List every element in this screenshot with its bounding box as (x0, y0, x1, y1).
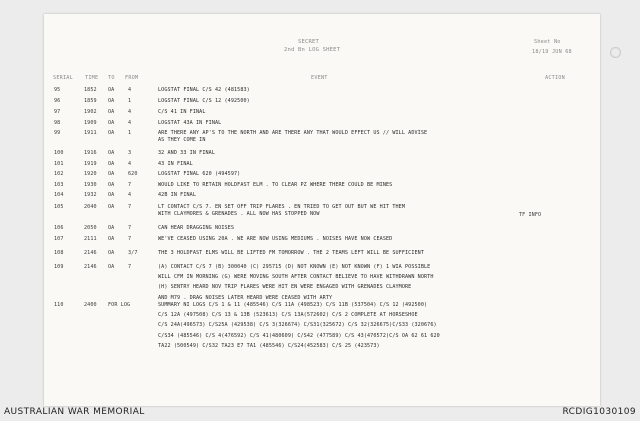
event-line: C/S 41 IN FINAL (158, 109, 206, 115)
col-to-header: TO (108, 75, 115, 81)
serial-cell: 106 (54, 225, 64, 231)
serial-cell: 99 (54, 130, 61, 136)
time-cell: 2400 (84, 302, 97, 308)
to-cell: OA (108, 130, 115, 136)
from-cell: 620 (128, 171, 138, 177)
from-cell: 3/7 (128, 250, 138, 256)
footer-archive-name: AUSTRALIAN WAR MEMORIAL (4, 407, 145, 417)
from-cell: 7 (128, 264, 132, 270)
from-cell: 4 (128, 120, 132, 126)
time-cell: 1911 (84, 130, 97, 136)
event-line: LOGSTAT FINAL C/S 12 (492500) (158, 98, 250, 104)
from-cell: 1 (128, 98, 132, 104)
time-cell: 2040 (84, 204, 97, 210)
event-line: AS THEY COME IN (158, 137, 206, 143)
serial-cell: 107 (54, 236, 64, 242)
event-line: THE 3 HOLDFAST ELMS WILL BE LIFTED FM TOMORROW . THE 2 TEAMS LEFT WILL BE SUFFICIENT (158, 250, 425, 256)
to-cell: OA (108, 109, 115, 115)
to-cell: OA (108, 98, 115, 104)
from-cell: 7 (128, 204, 132, 210)
col-from-header: FROM (125, 75, 139, 81)
serial-cell: 105 (54, 204, 64, 210)
to-cell: OA (108, 87, 115, 93)
log-sheet-page (44, 14, 600, 406)
to-cell: OA (108, 236, 115, 242)
event-line: AND M79 . DRAG NOISES LATER HEARD WERE CEASED WITH ARTY (158, 294, 333, 301)
to-cell: OA (108, 204, 115, 210)
serial-cell: 104 (54, 192, 64, 198)
col-action-header: ACTION (545, 75, 565, 81)
time-cell: 2146 (84, 250, 97, 256)
time-cell: 1916 (84, 150, 97, 156)
serial-cell: 110 (54, 302, 64, 308)
serial-cell: 103 (54, 182, 64, 188)
time-cell: 1902 (84, 109, 97, 115)
to-cell: OA (108, 150, 115, 156)
event-line: CAN HEAR DRAGGING NOISES (158, 225, 235, 231)
punch-hole (610, 47, 621, 58)
event-line: 32 AND 33 IN FINAL (158, 150, 216, 156)
time-cell: 1909 (84, 120, 97, 126)
serial-cell: 109 (54, 264, 64, 270)
to-cell: FOR LOG (108, 302, 131, 308)
time-cell: 2111 (84, 236, 97, 242)
event-line: WE'VE CEASED USING 20A . WE ARE NOW USING MEDIUMS . NOISES HAVE NOW CEASED (158, 236, 393, 242)
time-cell: 2146 (84, 264, 97, 270)
serial-cell: 102 (54, 171, 64, 177)
event-line: ARE THERE ANY AP'S TO THE NORTH AND ARE THERE ANY THAT WOULD EFFECT US // WILL ADVISE (158, 130, 428, 136)
classification-label: SECRET (298, 39, 320, 45)
from-cell: 4 (128, 161, 132, 167)
to-cell: OA (108, 250, 115, 256)
serial-cell: 108 (54, 250, 64, 256)
event-line: C/S 24A(496573) C/S25A (429538) C/S 3(326674) C/S31(325672) C/S 32(326675)C/S33 (320676) (158, 322, 437, 329)
to-cell: OA (108, 264, 115, 270)
action-cell: TF INFO (519, 212, 542, 218)
serial-cell: 98 (54, 120, 61, 126)
to-cell: OA (108, 171, 115, 177)
col-time-header: TIME (85, 75, 99, 81)
time-cell: 1920 (84, 171, 97, 177)
to-cell: OA (108, 225, 115, 231)
sheet-title: 2nd Bn LOG SHEET (284, 47, 341, 53)
event-line: WOULD LIKE TO RETAIN HOLDFAST ELM . TO CLEAR PZ WHERE THERE COULD BE MINES (158, 182, 393, 188)
sheet-ref-2: 18/19 JUN 68 (532, 49, 572, 55)
serial-cell: 96 (54, 98, 61, 104)
serial-cell: 101 (54, 161, 64, 167)
to-cell: OA (108, 120, 115, 126)
serial-cell: 97 (54, 109, 61, 115)
time-cell: 2050 (84, 225, 97, 231)
from-cell: 4 (128, 87, 132, 93)
event-line: LOGSTAT 43A IN FINAL (158, 120, 222, 126)
event-line: LOGSTAT FINAL 620 (494597) (158, 171, 241, 177)
time-cell: 1930 (84, 182, 97, 188)
event-line: (A) CONTACT C/S 7 (B) 300040 (C) 295715 (D) NOT KNOWN (E) NOT KNOWN (F) 1 WIA POSSIBLE (158, 264, 431, 270)
col-event-header: EVENT (311, 75, 328, 81)
to-cell: OA (108, 182, 115, 188)
event-line: C/S 12A (497508) C/S 13 & 13B (523613) C/S 13A(572602) C/S 2 COMPLETE AT HORSESHOE (158, 312, 418, 319)
serial-cell: 95 (54, 87, 61, 93)
event-line: SUMMARY NI LOGS C/S 1 & 11 (485546) C/S 11A (498523) C/S 11B (537504) C/S 12 (492500) (158, 302, 428, 308)
event-line: WILL CFM IN MORNING (G) WERE MOVING SOUTH AFTER CONTACT BELIEVE TO HAVE WITHDRAWN NORTH (158, 274, 434, 281)
from-cell: 4 (128, 109, 132, 115)
event-line: (H) SENTRY HEARD NOV TRIP FLARES WERE HIT EN WERE ENGAGED WITH GRENADES CLAYMORE (158, 284, 412, 291)
serial-cell: 100 (54, 150, 64, 156)
event-line: 43 IN FINAL (158, 161, 193, 167)
to-cell: OA (108, 161, 115, 167)
time-cell: 1932 (84, 192, 97, 198)
sheet-ref-1: Sheet No (534, 39, 561, 45)
from-cell: 4 (128, 192, 132, 198)
from-cell: 1 (128, 130, 132, 136)
event-line: TA22 (500549) C/S32 TA23 E7 TA1 (485546) C/S24(452583) C/S 25 (423573) (158, 342, 380, 349)
event-line: 42B IN FINAL (158, 192, 197, 198)
event-line: WITH CLAYMORES & GRENADES . ALL NOW HAS STOPPED NOW (158, 211, 320, 217)
col-serial-header: SERIAL (53, 75, 73, 81)
time-cell: 1859 (84, 98, 97, 104)
time-cell: 1919 (84, 161, 97, 167)
from-cell: 7 (128, 182, 132, 188)
time-cell: 1852 (84, 87, 97, 93)
from-cell: 3 (128, 150, 132, 156)
event-line: LT CONTACT C/S 7. EN SET OFF TRIP FLARES . EN TRIED TO GET OUT BUT WE HIT THEM (158, 204, 406, 210)
to-cell: OA (108, 192, 115, 198)
event-line: LOGSTAT FINAL C/S 42 (481583) (158, 87, 250, 93)
event-line: C/S34 (485546) C/S 4(476592) C/S 41(480609) C/S42 (477589) C/S 43(470572)C/S OA 62 61 620 (158, 332, 440, 339)
from-cell: 7 (128, 225, 132, 231)
from-cell: 7 (128, 236, 132, 242)
footer-record-id: RCDIG1030109 (562, 407, 636, 417)
